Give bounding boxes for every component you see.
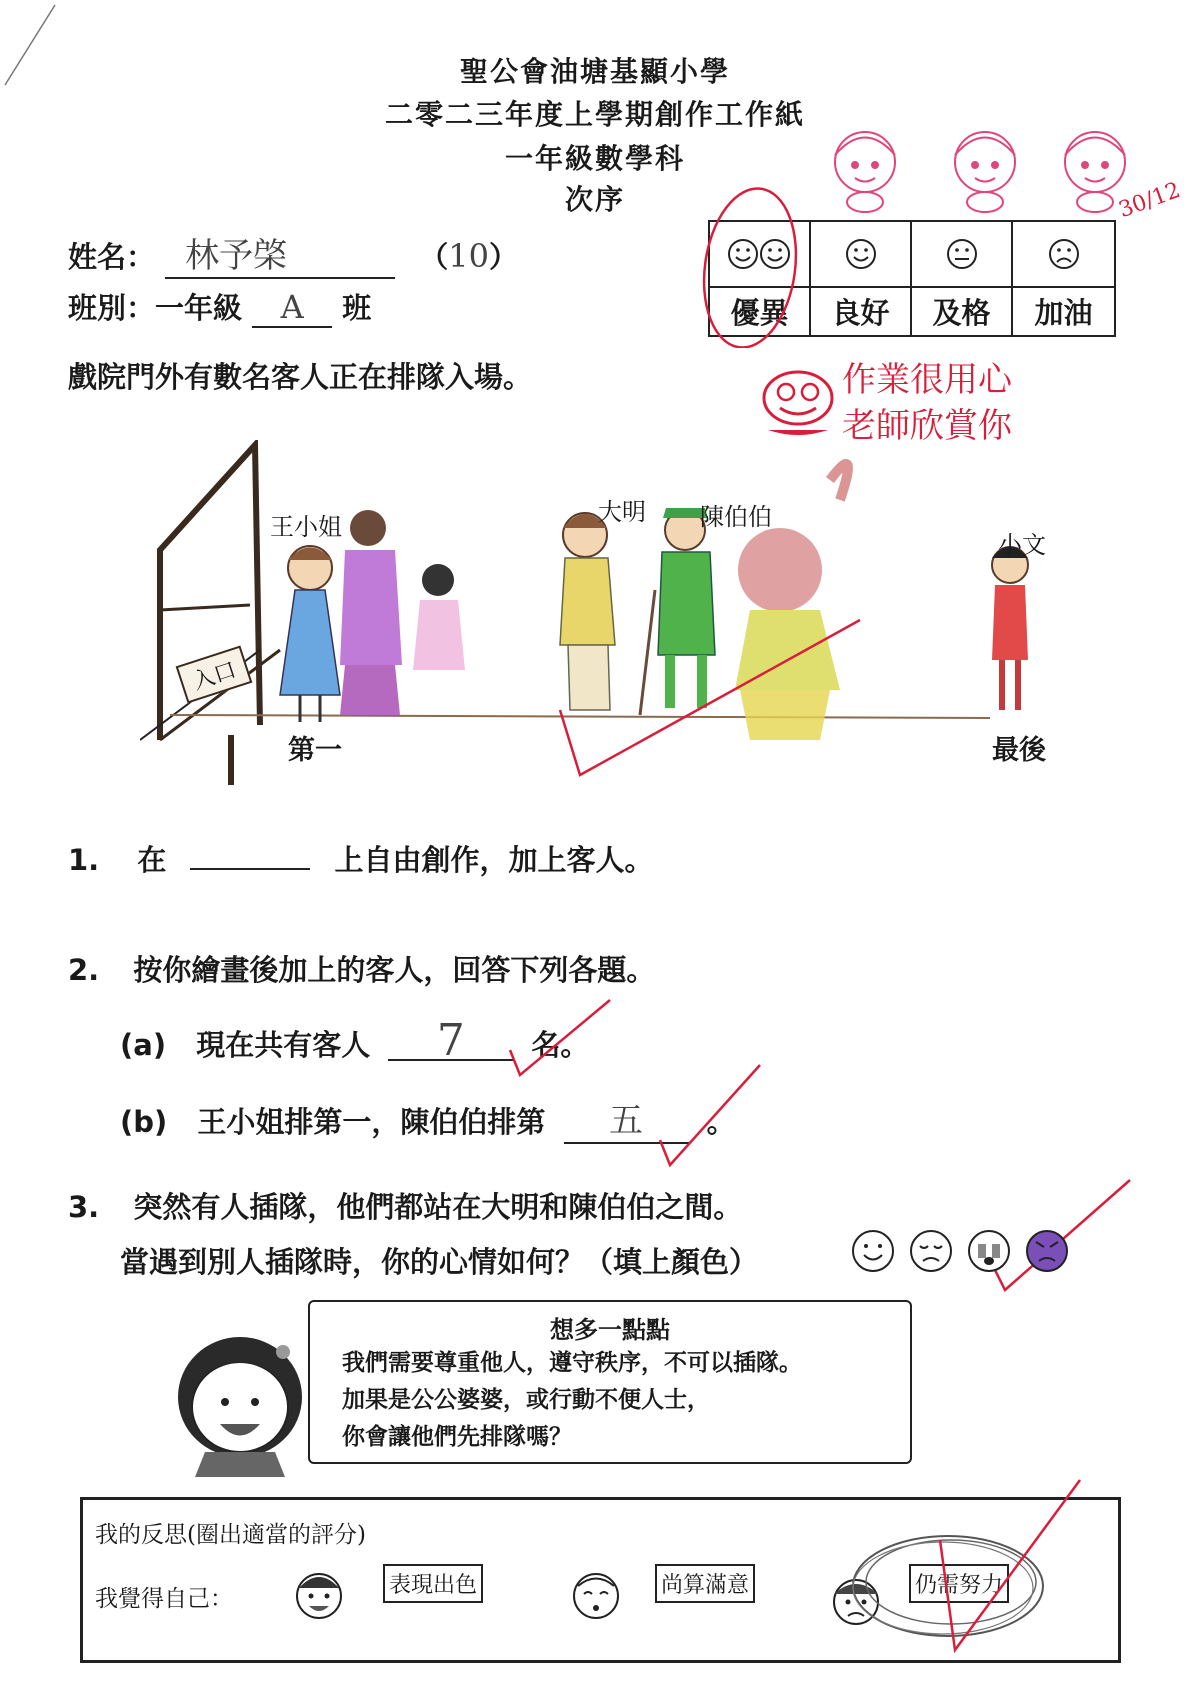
intro-text: 戲院門外有數名客人正在排隊入場。 bbox=[68, 360, 533, 394]
happy-face-icon[interactable] bbox=[850, 1228, 896, 1274]
figure-uncle-chan bbox=[640, 508, 715, 715]
reflection-option-needs-effort[interactable]: 仍需努力 bbox=[909, 1564, 1009, 1603]
number-close: ） bbox=[488, 240, 518, 274]
name-label: 姓名： bbox=[68, 240, 156, 274]
question-2b-pre: 王小姐排第一，陳伯伯排第 bbox=[197, 1105, 546, 1139]
figure-family bbox=[340, 510, 465, 715]
crying-face-icon[interactable] bbox=[966, 1228, 1012, 1274]
question-1 bbox=[68, 838, 654, 879]
date-mark: 30/12 bbox=[1115, 177, 1184, 224]
question-1-pre: 在 bbox=[137, 843, 167, 877]
reflection-title: 我的反思(圈出適當的評分) bbox=[95, 1522, 366, 1548]
think-more-title: 想多一點點 bbox=[550, 1316, 670, 1344]
class-number-field[interactable]: 10 bbox=[448, 237, 489, 275]
question-3-number: 3. bbox=[68, 1190, 100, 1224]
reflection-option-satisfactory[interactable]: 尚算滿意 bbox=[655, 1564, 755, 1603]
reflection-option-excellent[interactable]: 表現出色 bbox=[383, 1564, 483, 1603]
question-2 bbox=[68, 948, 655, 989]
name-tag-wang: 王小姐 bbox=[270, 513, 342, 541]
label-first: 第一 bbox=[288, 735, 342, 766]
rating-try-harder[interactable]: 加油 bbox=[1034, 296, 1093, 330]
rating-pass[interactable]: 及格 bbox=[912, 288, 1013, 335]
question-3-line1: 突然有人插隊，他們都站在大明和陳伯伯之間。 bbox=[133, 1190, 743, 1224]
think-more-line-3: 你會讓他們先排隊嗎？ bbox=[342, 1424, 572, 1450]
question-2-text: 按你繪畫後加上的客人，回答下列各題。 bbox=[133, 953, 656, 987]
question-2b-post: 。 bbox=[706, 1105, 736, 1139]
figure-daming bbox=[560, 513, 615, 710]
number-open: （ bbox=[419, 240, 449, 274]
good-face-icon bbox=[811, 222, 912, 288]
class-field[interactable]: A bbox=[252, 288, 332, 328]
name-tag-daming: 大明 bbox=[598, 498, 646, 526]
name-tag-xiaowen: 小文 bbox=[998, 531, 1046, 559]
think-more-line-1: 我們需要尊重他人，遵守秩序，不可以插隊。 bbox=[342, 1350, 802, 1376]
entrance-sign: 入口 bbox=[176, 645, 253, 703]
teacher-stamp-icon bbox=[758, 360, 840, 438]
question-2a-label: (a) bbox=[120, 1028, 167, 1062]
content-kid-icon bbox=[568, 1566, 624, 1628]
girl-mascot-icon bbox=[165, 1312, 315, 1477]
reflection-red-check bbox=[930, 1470, 1100, 1660]
school-title: 聖公會油塘基顯小學 bbox=[459, 55, 730, 88]
class-suffix: 班 bbox=[342, 291, 372, 325]
question-3-line2: 當遇到別人插隊時，你的心情如何？（填上顏色） bbox=[120, 1245, 759, 1279]
name-field[interactable]: 林予棨 bbox=[165, 228, 395, 279]
answer-2a-field[interactable]: 7 bbox=[388, 1023, 513, 1061]
try-harder-face-icon bbox=[1013, 222, 1114, 288]
mood-faces bbox=[850, 1228, 1070, 1274]
subject-title: 一年級數學科 bbox=[504, 142, 685, 175]
figure-wang bbox=[280, 546, 340, 722]
rating-good[interactable]: 良好 bbox=[811, 288, 912, 335]
worksheet-term: 二零二三年度上學期創作工作紙 bbox=[384, 98, 805, 131]
teacher-comment-line1: 作業很用心 bbox=[842, 360, 1012, 400]
question-2a-pre: 現在共有客人 bbox=[196, 1028, 371, 1062]
question-2a-post: 名。 bbox=[531, 1028, 590, 1062]
topic-title: 次序 bbox=[564, 183, 625, 216]
excited-kid-icon bbox=[291, 1568, 347, 1628]
name-tag-uncle-chan: 陳伯伯 bbox=[700, 503, 772, 531]
question-1-post: 上自由創作，加上客人。 bbox=[334, 843, 654, 877]
class-row bbox=[68, 286, 371, 328]
question-2b-label: (b) bbox=[120, 1105, 168, 1139]
question-1-blank bbox=[190, 868, 310, 870]
question-1-number: 1. bbox=[68, 843, 100, 877]
bee-stamps bbox=[815, 110, 1145, 220]
question-3 bbox=[68, 1185, 742, 1226]
teacher-comment-line2: 老師欣賞你 bbox=[842, 406, 1012, 446]
reflection-prompt: 我覺得自己： bbox=[95, 1586, 233, 1612]
think-more-box bbox=[308, 1300, 912, 1464]
name-row bbox=[68, 228, 518, 279]
sad-face-icon[interactable] bbox=[908, 1228, 954, 1274]
think-more-line-2: 加果是公公婆婆，或行動不便人士， bbox=[342, 1387, 710, 1413]
angry-face-icon[interactable] bbox=[1024, 1228, 1070, 1274]
answer-2b-field[interactable]: 五 bbox=[564, 1093, 689, 1144]
label-last: 最後 bbox=[992, 735, 1046, 766]
class-label: 班別：一年級 bbox=[68, 291, 243, 325]
rating-circle-mark bbox=[690, 178, 820, 348]
pass-face-icon bbox=[912, 222, 1013, 288]
figure-xiaowen bbox=[992, 547, 1028, 711]
question-2-number: 2. bbox=[68, 953, 100, 987]
rating-excellent[interactable]: 優異 bbox=[710, 288, 811, 335]
